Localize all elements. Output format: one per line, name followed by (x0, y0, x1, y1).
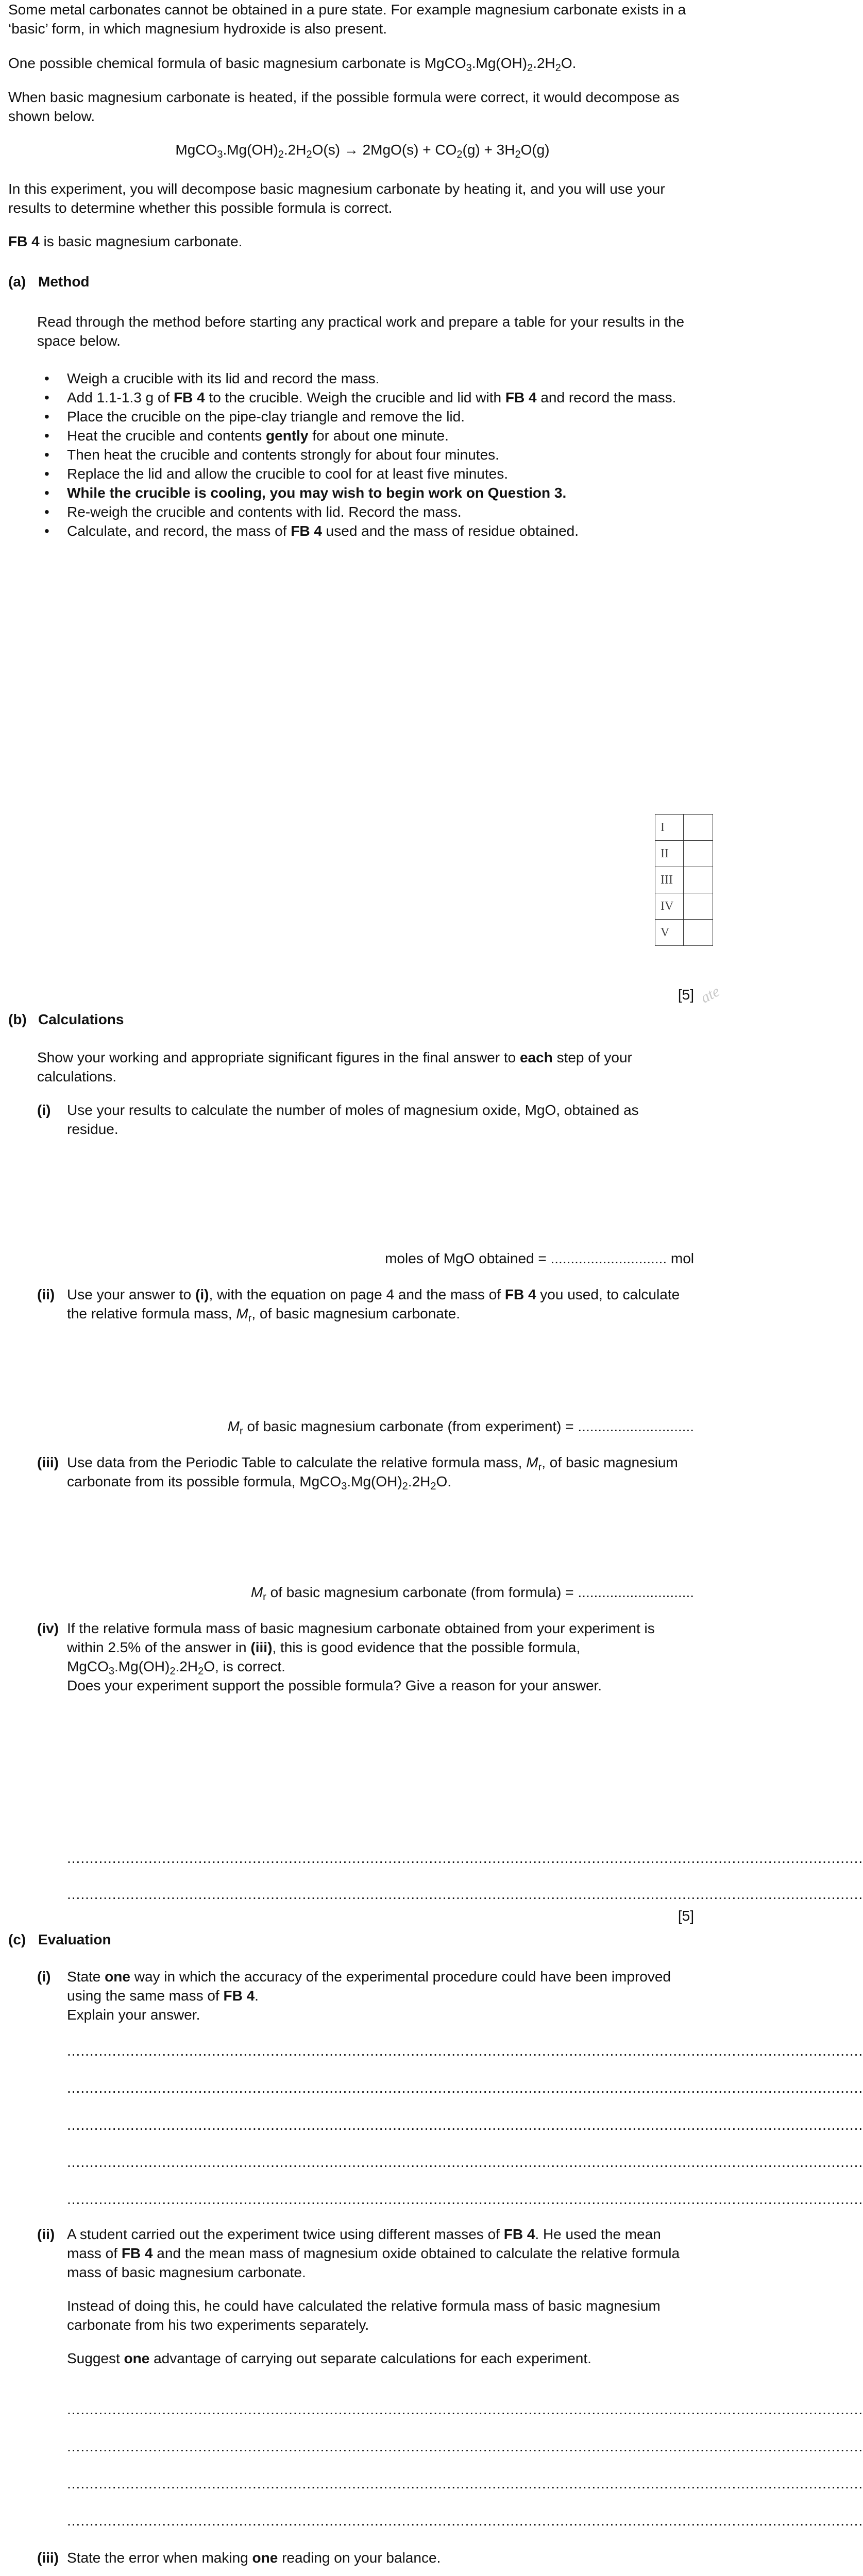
answer-line[interactable]: ................................................................................................................................................................................ (67, 1886, 863, 1902)
mark-box (684, 841, 713, 867)
mark-row-label: II (655, 841, 684, 867)
question-text: State one way in which the accuracy of the experimental procedure could have been improved using the same mass of FB 4. Explain your answer. (67, 1969, 671, 2023)
mark-row-label: I (655, 815, 684, 841)
mark-row-label: IV (655, 893, 684, 920)
intro-paragraph-2: One possible chemical formula of basic magnesium carbonate is $MgCO_3.Mg(OH)_2.2H_2O$. (8, 55, 577, 74)
answer-line[interactable]: ................................................................................................................................................................................ (67, 2438, 863, 2454)
method-step: • Re-weigh the crucible and contents with lid. Record the mass. (37, 502, 694, 521)
question-text: If the relative formula mass of basic magnesium carbonate obtained from your experiment is within 2.5% of the answer in (iii), this is good evidence that the possible formula, $MgCO_3.Mg(OH)_2.2H_2O$, is correct. Does your experiment support the possible formula? Give a reason for your answer. (67, 1620, 655, 1693)
method-step: • Calculate, and record, the mass of FB 4 used and the mass of residue obtained. (37, 521, 694, 540)
question-number: (i) (37, 1969, 51, 1985)
margin-watermark: ate (698, 982, 723, 1007)
intro-paragraph-3: When basic magnesium carbonate is heated, if the possible formula were correct, it would decompose as shown below. (8, 89, 680, 124)
answer-line[interactable]: ................................................................................................................................................................................ (67, 2043, 863, 2059)
question-text: A student carried out the experiment twice using different masses of FB 4. He used the mean mass of FB 4 and the mean mass of magnesium oxide obtained to calculate the relative formula mass of basic magnesium carbonate. Instead of doing this, he could have calculated the relative formula mass of basic magnesium carbonate from his two experiments separately. Suggest one advantage of carrying out separate calculations for each experiment. (67, 2226, 680, 2366)
method-step: • Place the crucible on the pipe-clay triangle and remove the lid. (37, 407, 694, 426)
method-step: • While the crucible is cooling, you may wish to begin work on Question 3. (37, 483, 694, 502)
examiner-marks-table (655, 814, 713, 946)
answer-line[interactable]: ................................................................................................................................................................................ (67, 2401, 863, 2417)
question-number: (ii) (37, 2226, 55, 2242)
answer-line[interactable]: ................................................................................................................................................................................ (67, 2117, 863, 2133)
question-number: (iii) (37, 2550, 59, 2566)
answer-line[interactable]: ................................................................................................................................................................................ (67, 2191, 863, 2207)
mark-row-label: V (655, 920, 684, 946)
mark-box (684, 867, 713, 893)
answer-mr-experiment: $M_r$ of basic magnesium carbonate (from experiment) = ............................. (227, 1418, 694, 1437)
question-number: (i) (37, 1102, 51, 1118)
intro-paragraph-4: In this experiment, you will decompose basic magnesium carbonate by heating it, and you will use your results to determine whether this possible formula is correct. (8, 181, 665, 216)
mark-box (684, 920, 713, 946)
method-step: • Then heat the crucible and contents strongly for about four minutes. (37, 445, 694, 464)
answer-line[interactable]: ................................................................................................................................................................................ (67, 2080, 863, 2096)
answer-line[interactable]: ................................................................................................................................................................................ (67, 2154, 863, 2170)
question-number: (iii) (37, 1454, 59, 1470)
method-step: • Heat the crucible and contents gently for about one minute. (37, 426, 694, 445)
answer-moles-mgo: moles of MgO obtained = ............................. mol (385, 1250, 694, 1266)
question-text: State the error when making one reading on your balance. (67, 2550, 441, 2566)
section-a-heading: (a) Method (8, 274, 90, 290)
question-text: Use your answer to (i), with the equation on page 4 and the mass of FB 4 you used, to calculate the relative formula mass, $M_r$, of basic magnesium carbonate. (67, 1286, 680, 1324)
answer-line[interactable]: ................................................................................................................................................................................ (67, 2513, 863, 2529)
method-instructions: Read through the method before starting any practical work and prepare a table for your results in the space below. (37, 314, 685, 349)
answer-line[interactable]: ................................................................................................................................................................................ (67, 2476, 863, 2492)
intro-paragraph-5: FB 4 is basic magnesium carbonate. (8, 233, 243, 249)
method-step: • Replace the lid and allow the crucible to cool for at least five minutes. (37, 464, 694, 483)
marks-allocation: [5] (678, 987, 694, 1003)
mark-box (684, 815, 713, 841)
decomposition-equation: $MgCO_3.Mg(OH)_2.2H_2O(s) \to 2MgO(s) + CO_2(g) + 3H_2O(g)$ (175, 142, 550, 160)
question-number: (iv) (37, 1620, 59, 1636)
section-c-heading: (c) Evaluation (8, 1931, 111, 1947)
method-step: • Weigh a crucible with its lid and record the mass. (37, 369, 694, 388)
method-step: • Add 1.1-1.3 g of FB 4 to the crucible. Weigh the crucible and lid with FB 4 and record the mass. (37, 388, 694, 407)
marks-allocation: [5] (678, 1908, 694, 1924)
question-text: Use your results to calculate the number of moles of magnesium oxide, MgO, obtained as residue. (67, 1102, 639, 1137)
answer-line[interactable]: ................................................................................................................................................................................ (67, 1850, 863, 1866)
section-b-heading: (b) Calculations (8, 1011, 124, 1027)
question-text: Use data from the Periodic Table to calculate the relative formula mass, $M_r$, of basic magnesium carbonate from its possible formula, $MgCO_3.Mg(OH)_2.2H_2O$. (67, 1454, 678, 1492)
answer-mr-formula: $M_r$ of basic magnesium carbonate (from formula) = ............................. (250, 1584, 694, 1603)
method-steps (37, 369, 694, 540)
mark-row-label: III (655, 867, 684, 893)
question-number: (ii) (37, 1286, 55, 1302)
intro-paragraph-1: Some metal carbonates cannot be obtained in a pure state. For example magnesium carbonate exists in a ‘basic’ form, in which magnesium hydroxide is also present. (8, 2, 686, 37)
calculations-instructions: Show your working and appropriate significant figures in the final answer to each step of your calculations. (37, 1049, 632, 1084)
mark-box (684, 893, 713, 920)
